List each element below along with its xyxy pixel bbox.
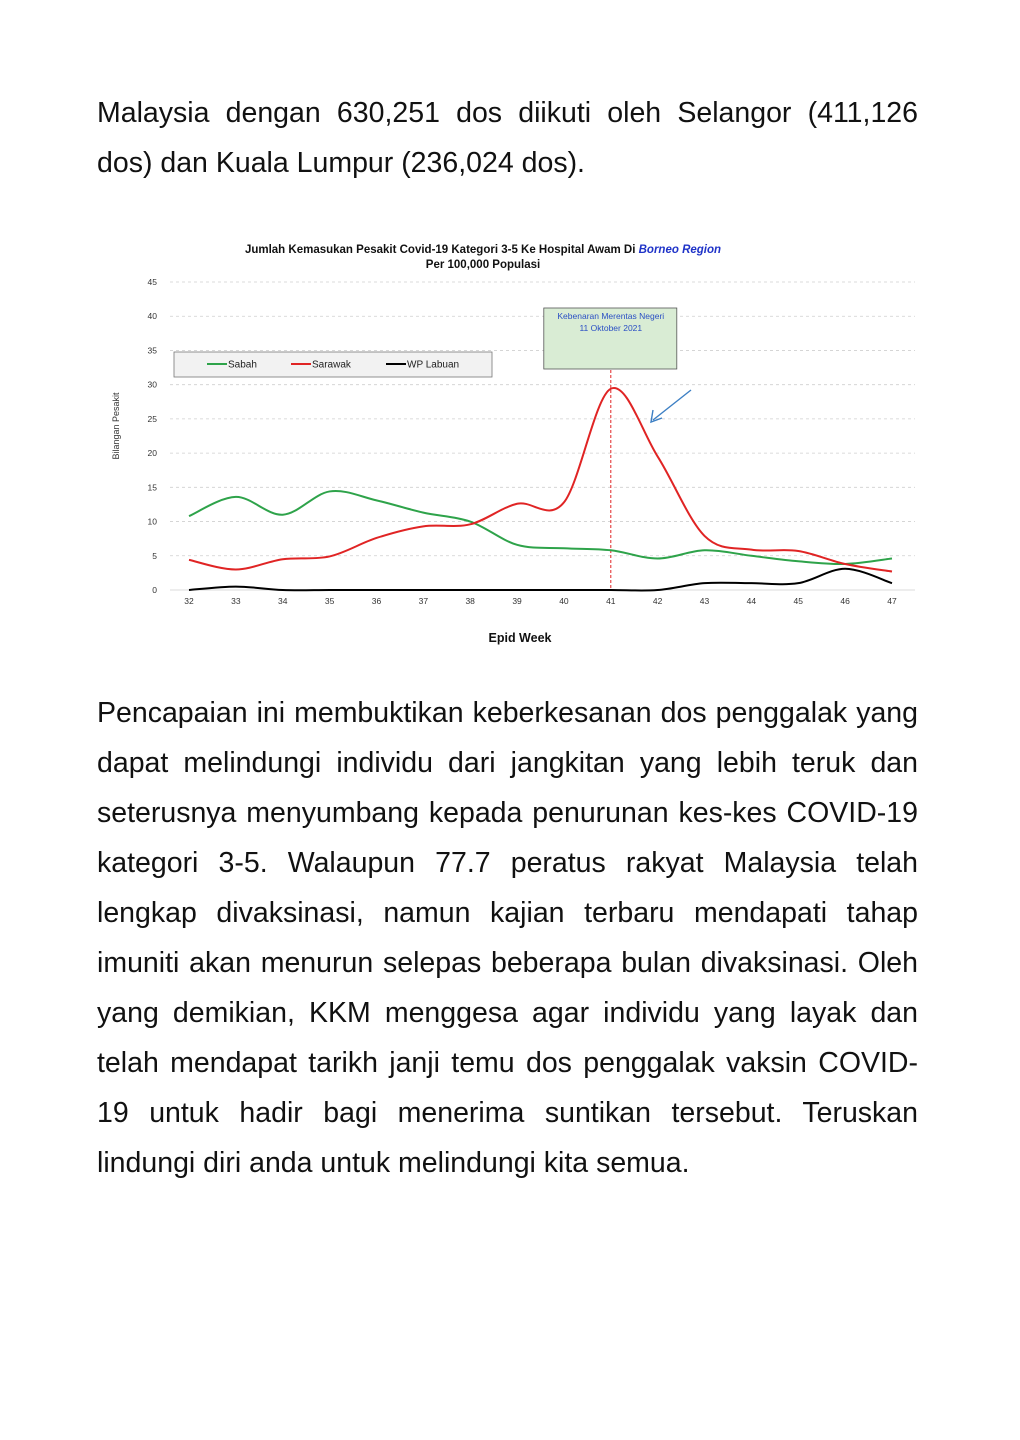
y-tick-label: 25 bbox=[147, 413, 157, 424]
y-tick-label: 35 bbox=[147, 345, 157, 356]
series-line-wp-labuan bbox=[189, 569, 892, 591]
y-tick-label: 15 bbox=[147, 482, 157, 493]
x-tick-label: 37 bbox=[418, 596, 429, 606]
x-tick-label: 42 bbox=[652, 596, 663, 606]
x-tick-label: 38 bbox=[465, 596, 475, 606]
pointer-arrow bbox=[651, 390, 691, 422]
chart-title: Jumlah Kemasukan Pesakit Covid-19 Kategori 3-5 Ke Hospital Awam Di Borneo Region bbox=[244, 244, 722, 256]
legend-label-wp-labuan: WP Labuan bbox=[407, 359, 460, 371]
x-tick-label: 47 bbox=[887, 596, 897, 606]
x-tick-labels bbox=[184, 596, 897, 606]
y-tick-label: 40 bbox=[147, 311, 157, 322]
arrow-shaft bbox=[653, 390, 691, 420]
y-tick-label: 30 bbox=[147, 379, 157, 390]
grid-lines bbox=[170, 282, 915, 590]
x-tick-label: 36 bbox=[371, 596, 382, 606]
x-tick-label: 32 bbox=[184, 596, 194, 606]
arrow-head bbox=[651, 410, 662, 422]
y-tick-label: 45 bbox=[147, 277, 157, 287]
x-tick-label: 44 bbox=[746, 596, 757, 606]
x-tick-label: 41 bbox=[606, 596, 616, 606]
x-axis-label: Epid Week bbox=[488, 631, 552, 645]
x-tick-label: 34 bbox=[277, 596, 288, 606]
intro-paragraph: Malaysia dengan 630,251 dos diikuti oleh Selangor (411,126 dos) dan Kuala Lumpur (236,024 dos). bbox=[97, 97, 918, 179]
y-axis-label: Bilangan Pesakit bbox=[111, 392, 121, 460]
annotation-line1: Kebenaran Merentas Negeri bbox=[557, 311, 665, 321]
x-tick-label: 39 bbox=[512, 596, 522, 606]
series-line-sabah bbox=[189, 491, 892, 564]
series-line-sarawak bbox=[189, 388, 892, 572]
admissions-line-chart bbox=[100, 232, 920, 652]
legend bbox=[174, 352, 492, 377]
x-tick-label: 33 bbox=[231, 596, 241, 606]
y-tick-label: 20 bbox=[147, 448, 157, 459]
y-tick-labels bbox=[148, 277, 158, 595]
x-tick-label: 40 bbox=[559, 596, 569, 606]
x-tick-label: 45 bbox=[793, 596, 804, 606]
body-paragraph: Pencapaian ini membuktikan keberkesanan dos penggalak yang dapat melindungi individu dari jangkitan yang lebih teruk dan seterusnya menyumbang kepada penurunan kes-kes COVID-19 kategori 3-5. Walaupun 77.7 peratus rakyat Malaysia telah lengkap divaksinasi, namun kajian terbaru mendapati tahap imuniti akan menurun selepas beberapa bulan divaksinasi. Oleh yang demikian, KKM menggesa agar individu yang layak dan telah mendapat tarikh janji temu dos penggalak vaksin COVID-19 untuk hadir bagi menerima suntikan tersebut. Teruskan lindungi diri anda untuk melindungi kita semua. bbox=[97, 697, 918, 1179]
x-tick-label: 35 bbox=[324, 596, 335, 606]
y-tick-label: 5 bbox=[152, 550, 157, 561]
y-tick-label: 10 bbox=[147, 516, 157, 527]
series-lines bbox=[189, 388, 892, 591]
chart-subtitle: Per 100,000 Populasi bbox=[425, 259, 541, 271]
x-tick-label: 43 bbox=[699, 596, 710, 606]
annotation-line2: 11 Oktober 2021 bbox=[579, 323, 643, 333]
y-tick-label: 0 bbox=[152, 585, 157, 595]
legend-label-sarawak: Sarawak bbox=[312, 359, 351, 371]
x-tick-label: 46 bbox=[840, 596, 850, 606]
legend-label-sabah: Sabah bbox=[228, 359, 257, 371]
